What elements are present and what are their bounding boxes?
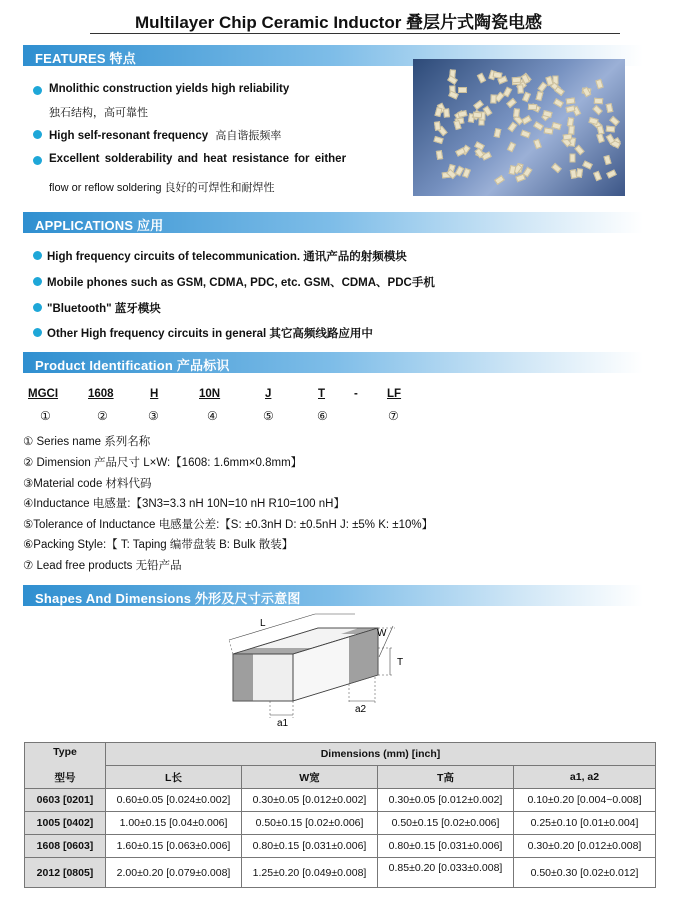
col-a: a1, a2	[514, 766, 656, 789]
chip-component	[593, 171, 602, 182]
feature-2	[49, 127, 281, 143]
applications-banner	[23, 212, 643, 233]
application-4: Other High frequency circuits in general 其它高频线路应用中	[47, 328, 373, 340]
note-inductance: ④Inductance 电感量:【3N3=3.3 nH 10N=10 nH R10=100 nH】	[23, 498, 345, 510]
chip-component	[606, 103, 614, 113]
note-packing: ⑥Packing Style:【 T: Taping 编带盘装 B: Bulk 散装】	[23, 539, 294, 551]
chip-component	[473, 112, 482, 119]
chip-component	[604, 155, 612, 165]
marker-3: ③	[148, 409, 159, 423]
chip-component	[597, 133, 606, 143]
product-id-banner	[23, 352, 643, 373]
cell-L: 2.00±0.20 [0.079±0.008]	[106, 858, 242, 888]
chip-component	[495, 174, 506, 184]
bullet-icon	[33, 328, 42, 337]
chip-component	[435, 150, 442, 160]
code-dash: -	[354, 388, 358, 400]
title-underline	[90, 33, 620, 34]
chip-component	[512, 77, 521, 84]
chip-component	[455, 147, 466, 156]
table-row	[25, 835, 656, 858]
cell-T: 0.50±0.15 [0.02±0.006]	[378, 812, 514, 835]
chip-component	[575, 144, 585, 155]
note-material: ③Material code 材料代码	[23, 478, 152, 490]
chip-component	[594, 98, 603, 105]
code-inductance: 10N	[199, 388, 221, 400]
cell-L: 1.00±0.15 [0.04±0.006]	[106, 812, 242, 835]
cell-a: 0.30±0.20 [0.012±0.008]	[514, 835, 656, 858]
chip-component	[606, 169, 617, 178]
chip-front-term-a1	[233, 654, 253, 701]
marker-5: ⑤	[263, 409, 274, 423]
label-T: T	[397, 657, 404, 668]
chip-component	[605, 125, 615, 132]
label-a1: a1	[277, 718, 289, 729]
code-packing: T	[318, 388, 326, 400]
type-header-cell	[25, 743, 106, 789]
chip-component	[443, 108, 450, 118]
chip-dimension-drawing	[205, 612, 425, 732]
chip-component	[494, 128, 502, 138]
chip-component	[533, 138, 542, 149]
chip-component	[458, 110, 468, 118]
row-type: 1608 [0603]	[25, 835, 106, 858]
bullet-icon	[33, 86, 42, 95]
chip-component	[490, 94, 496, 103]
chip-component	[506, 98, 517, 108]
bullet-icon	[33, 130, 42, 139]
chip-component	[565, 98, 575, 105]
chip-component	[507, 142, 516, 153]
dimensions-table	[24, 742, 656, 888]
cell-W: 0.50±0.15 [0.02±0.006]	[242, 812, 378, 835]
chip-component	[522, 92, 531, 103]
dimensions-header: Dimensions (mm) [inch]	[106, 743, 656, 766]
application-3: "Bluetooth" 蓝牙模块	[47, 303, 161, 315]
table-subheader-row	[25, 766, 656, 789]
chip-component	[507, 121, 517, 132]
marker-2: ②	[97, 409, 108, 423]
chip-component	[570, 154, 576, 163]
chip-component	[536, 91, 544, 101]
label-a2: a2	[355, 704, 367, 715]
chip-component	[447, 75, 458, 85]
row-type: 1005 [0402]	[25, 812, 106, 835]
code-dimension: 1608	[88, 388, 114, 400]
feature-2-en: High self-resonant frequency	[49, 130, 209, 142]
cell-T: 0.85±0.20 [0.033±0.008]	[378, 858, 514, 888]
chip-component	[592, 105, 603, 116]
chip-component	[434, 121, 441, 131]
chip-right-term-a2	[349, 628, 378, 684]
chip-component	[554, 85, 565, 95]
label-W: W	[377, 628, 387, 639]
chip-component	[458, 87, 467, 93]
chip-component	[588, 116, 598, 124]
marker-4: ④	[207, 409, 218, 423]
chip-component	[477, 72, 486, 83]
chip-component	[568, 125, 575, 134]
row-type: 0603 [0201]	[25, 789, 106, 812]
bullet-icon	[33, 277, 42, 286]
application-2: Mobile phones such as GSM, CDMA, PDC, etc. GSM、CDMA、PDC手机	[47, 277, 435, 289]
label-L: L	[260, 618, 266, 629]
code-material: H	[150, 388, 159, 400]
type-header-cn: 型号	[54, 772, 76, 784]
chip-component	[551, 162, 562, 172]
bullet-icon	[33, 156, 42, 165]
type-header: Type	[53, 746, 77, 758]
applications-heading: APPLICATIONS 应用	[35, 218, 164, 233]
note-tolerance: ⑤Tolerance of Inductance 电感量公差:【S: ±0.3nH D: ±0.5nH J: ±5% K: ±10%】	[23, 519, 434, 531]
col-W: W宽	[242, 766, 378, 789]
feature-1-cn: 独石结构，高可靠性	[49, 107, 148, 119]
chip-component	[521, 129, 532, 138]
cell-a: 0.50±0.30 [0.02±0.012]	[514, 858, 656, 888]
feature-3-en: Excellent solderability and heat resistance for either	[49, 153, 347, 165]
cell-T: 0.30±0.05 [0.012±0.002]	[378, 789, 514, 812]
chip-component	[517, 85, 524, 94]
table-header-row	[25, 743, 656, 766]
feature-1-en: Mnolithic construction yields high reliability	[49, 83, 290, 95]
cell-W: 1.25±0.20 [0.049±0.008]	[242, 858, 378, 888]
chip-component	[528, 103, 537, 109]
chip-component	[515, 174, 526, 183]
cell-a: 0.10±0.20 [0.004~0.008]	[514, 789, 656, 812]
table-row	[25, 812, 656, 835]
shapes-heading: Shapes And Dimensions 外形及尺寸示意图	[35, 591, 301, 606]
note-lead-free: ⑦ Lead free products 无铅产品	[23, 560, 182, 572]
bullet-icon	[33, 251, 42, 260]
code-tolerance: J	[265, 388, 272, 400]
code-lead-free: LF	[387, 388, 402, 400]
chip-component	[433, 136, 443, 144]
chip-component	[582, 160, 593, 169]
cell-W: 0.80±0.15 [0.031±0.006]	[242, 835, 378, 858]
chip-component	[509, 165, 517, 175]
chip-component	[533, 121, 544, 131]
chip-component	[595, 78, 603, 88]
chip-component	[553, 98, 564, 108]
cell-T: 0.80±0.15 [0.031±0.006]	[378, 835, 514, 858]
row-type: 2012 [0805]	[25, 858, 106, 888]
cell-L: 0.60±0.05 [0.024±0.002]	[106, 789, 242, 812]
note-series: ① Series name 系列名称	[23, 436, 151, 448]
table-row	[25, 789, 656, 812]
cell-a: 0.25±0.10 [0.01±0.004]	[514, 812, 656, 835]
application-1: High frequency circuits of telecommunication. 通讯产品的射频模块	[47, 251, 407, 263]
marker-7: ⑦	[388, 409, 399, 423]
chip-inductors-photo	[413, 59, 625, 196]
chip-component	[435, 106, 443, 116]
marker-1: ①	[40, 409, 51, 423]
chip-component	[610, 116, 621, 126]
page-title: Multilayer Chip Ceramic Inductor 叠层片式陶瓷电感	[134, 13, 543, 32]
col-T: T高	[378, 766, 514, 789]
features-heading: FEATURES 特点	[35, 51, 136, 66]
chip-component	[543, 128, 553, 135]
chip-component	[569, 169, 576, 179]
code-series: MGCI	[28, 388, 59, 400]
marker-6: ⑥	[317, 409, 328, 423]
note-dimension: ② Dimension 产品尺寸 L×W:【1608: 1.6mm×0.8mm】	[23, 457, 303, 469]
bullet-icon	[33, 303, 42, 312]
product-id-heading: Product Identification 产品标识	[35, 358, 230, 373]
shapes-banner	[23, 585, 643, 606]
feature-2-cn: 高自谐振频率	[215, 130, 282, 142]
cell-W: 0.30±0.05 [0.012±0.002]	[242, 789, 378, 812]
col-L: L长	[106, 766, 242, 789]
feature-3-cn: flow or reflow soldering 良好的可焊性和耐焊性	[49, 182, 275, 194]
cell-L: 1.60±0.15 [0.063±0.006]	[106, 835, 242, 858]
table-row	[25, 858, 656, 888]
